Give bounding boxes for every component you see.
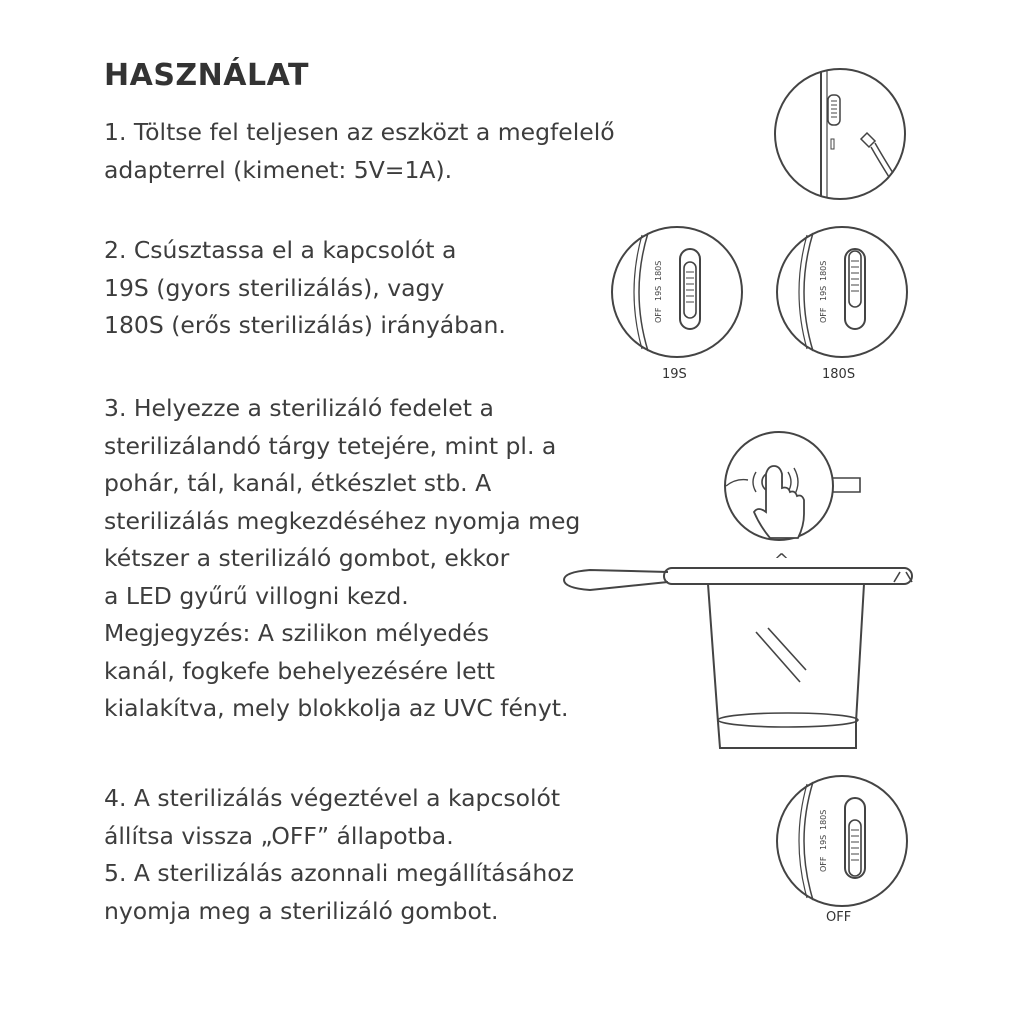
step-line: 1. Töltse fel teljesen az eszközt a megfelelő: [104, 118, 615, 146]
step-line: állítsa vissza „OFF” állapotba.: [104, 821, 454, 850]
step-line: 4. A sterilizálás végeztével a kapcsolót: [104, 784, 561, 812]
charging-illustration: [773, 67, 907, 201]
sterilizer-cup-illustration: [560, 432, 920, 762]
switch-label-off: OFF: [654, 307, 663, 323]
switch-label-19s: 19S: [819, 285, 828, 301]
step-line: 3. Helyezze a sterilizáló fedelet a: [104, 394, 494, 422]
caption-19s: 19S: [662, 367, 687, 382]
step-line: sterilizálás megkezdéséhez nyomja meg: [104, 506, 581, 535]
step-line: sterilizálandó tárgy tetejére, mint pl. a: [104, 431, 557, 460]
step-line: pohár, tál, kanál, étkészlet stb. A: [104, 469, 492, 497]
caption-off: OFF: [826, 910, 852, 925]
step-line: 2. Csúsztassa el a kapcsolót a: [104, 236, 457, 264]
switch-label-off: OFF: [819, 856, 828, 872]
step-line: nyomja meg a sterilizáló gombot.: [104, 896, 499, 925]
step-2: [104, 232, 506, 345]
switch-label-180s: 180S: [819, 260, 828, 281]
step-line: kanál, fogkefe behelyezésére lett: [104, 656, 495, 685]
switch-label-off: OFF: [819, 307, 828, 323]
step-line: kialakítva, mely blokkolja az UVC fényt.: [104, 694, 569, 722]
switch-label-180s: 180S: [654, 260, 663, 281]
step-line: adapterrel (kimenet: 5V=1A).: [104, 155, 453, 184]
step-line: kétszer a sterilizáló gombot, ekkor: [104, 544, 510, 572]
step-3: [104, 390, 580, 728]
switch-19s-illustration: [610, 225, 744, 359]
step-4-5: [104, 780, 574, 930]
usb-plug-icon: [861, 133, 875, 147]
step-line: 19S (gyors sterilizálás), vagy: [104, 273, 445, 302]
switch-label-180s: 180S: [819, 809, 828, 830]
step-line: 5. A sterilizálás azonnali megállításához: [104, 859, 574, 887]
step-line: a LED gyűrű villogni kezd.: [104, 581, 409, 610]
touch-caret: ^: [774, 550, 790, 571]
step-line: Megjegyzés: A szilikon mélyedés: [104, 619, 489, 647]
step-line: 180S (erős sterilizálás) irányában.: [104, 311, 506, 339]
switch-label-19s: 19S: [654, 285, 663, 301]
switch-180s-illustration: [775, 225, 909, 359]
finger-press-icon: [754, 466, 804, 538]
caption-180s: 180S: [822, 367, 856, 382]
page-title: HASZNÁLAT: [104, 58, 309, 93]
step-1: [104, 114, 615, 189]
switch-label-19s: 19S: [819, 834, 828, 850]
switch-off-illustration: [775, 774, 909, 908]
